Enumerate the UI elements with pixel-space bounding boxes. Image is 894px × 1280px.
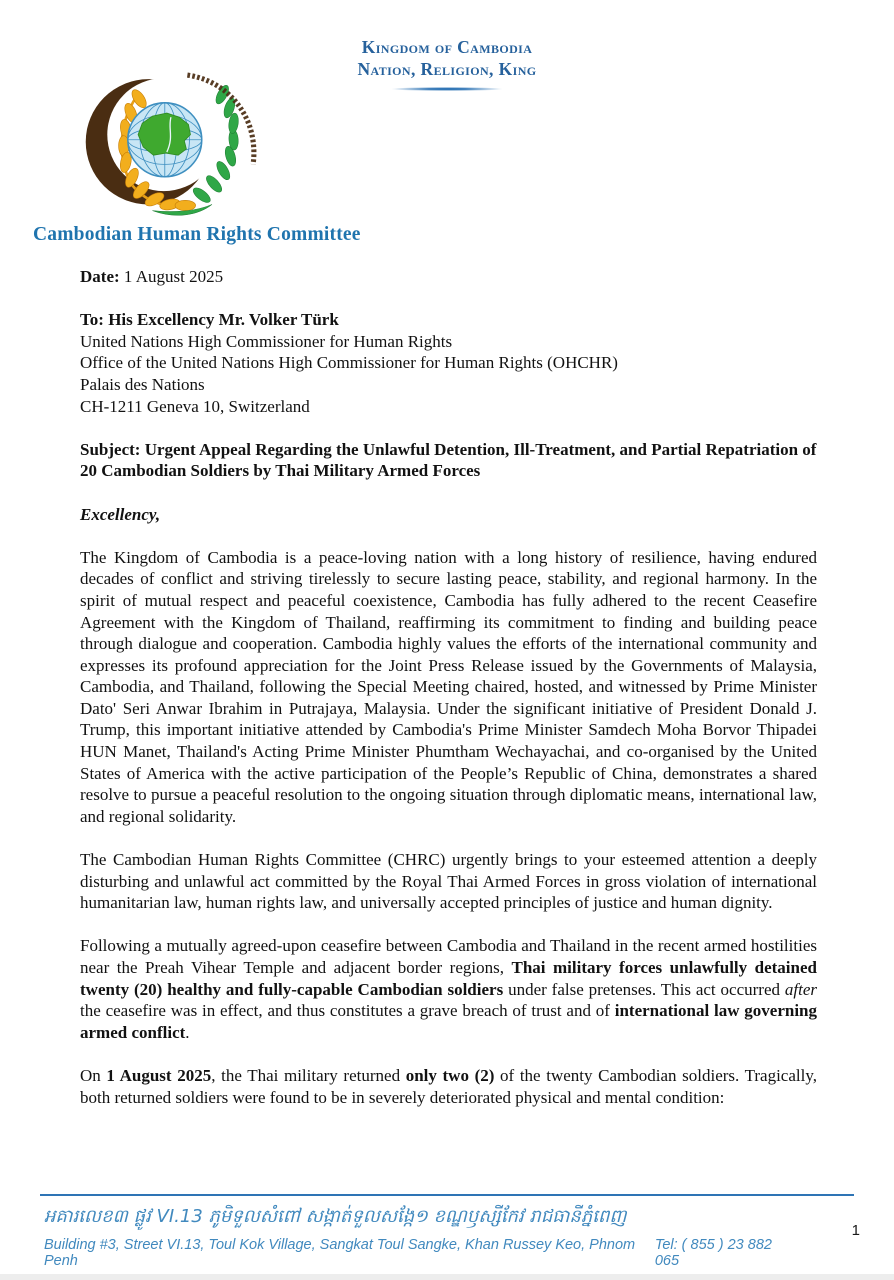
footer-tel: Tel: ( 855 ) 23 882 065 <box>654 1237 772 1269</box>
paragraph-1: The Kingdom of Cambodia is a peace-loving nation with a long history of resilience, having endured decades of conflict and striving tirelessly to secure lasting peace, stability, and regional harmony. In the spirit of mutual respect and peaceful coexistence, Cambodia has fully adhered to the recent Ceasefire Agreement with the Kingdom of Thailand, reaffirming its commitment to finding and building peace through dialogue and cooperation. Cambodia highly values the efforts of the international community and expresses its profound appreciation for the Joint Press Release issued by the Governments of Malaysia, Cambodia, and Thailand, following the Special Meeting chaired, hosted, and witnessed by Prime Minister Dato' Seri Anwar Ibrahim in Putrajaya, Malaysia. Under the significant initiative of President Donald J. Trump, this important initiative attended by Cambodia's Prime Minister Samdech Moha Borvor Thipadei HUN Manet, Thailand's Acting Prime Minister Phumtham Wechayachai, and co-organised by the United States of America with the active participation of the People’s Republic of China, demonstrates a shared resolve to pursue a peaceful resolution to the ongoing situation through diplomatic means, international law, and regional solidarity. <box>80 547 817 826</box>
letter-footer <box>40 1194 854 1269</box>
page-number: 1 <box>851 1222 860 1239</box>
recipient-line: United Nations High Commissioner for Human Rights <box>80 331 453 351</box>
footer-english-address: Building #3, Street VI.13, Toul Kok Village, Sangkat Toul Sangke, Khan Russey Keo, Phnom Penh <box>44 1237 636 1269</box>
header-divider <box>392 87 502 91</box>
footer-khmer-address: អគារលេខ៣ ផ្លូវ VI.13 ភូមិទួលសំពៅ សង្កាត់ទួលសង្កែ១ ខណ្ឌឫស្សីកែវ រាជធានីភ្នំពេញ <box>44 1206 627 1227</box>
page-bottom-edge <box>0 1274 894 1280</box>
recipient-line: Palais des Nations <box>80 374 205 394</box>
paragraph-3: Following a mutually agreed-upon ceasefire between Cambodia and Thailand in the recent armed hostilities near the Preah Vihear Temple and adjacent border regions, Thai military forces unlawfully detained twenty (20) healthy and fully-capable Cambodian soldiers under false pretenses. This act occurred after the ceasefire was in effect, and thus constitutes a grave breach of trust and of international law governing armed conflict. <box>80 936 818 1042</box>
recipient-block <box>80 309 817 417</box>
recipient-to-line: To: His Excellency Mr. Volker Türk <box>80 310 339 330</box>
committee-name: Cambodian Human Rights Committee <box>33 224 361 245</box>
footer-rule <box>40 1194 854 1196</box>
chrc-emblem-logo <box>80 72 266 226</box>
paragraph-4: On 1 August 2025, the Thai military returned only two (2) of the twenty Cambodian soldiers. Tragically, both returned soldiers were found to be in severely deteriorated physical and mental condition: <box>80 1065 817 1107</box>
footer-address-row <box>44 1237 854 1269</box>
chrc-emblem-icon <box>80 72 266 226</box>
subject-line: Subject: Urgent Appeal Regarding the Unlawful Detention, Ill-Treatment, and Partial Repatriation of 20 Cambodian Soldiers by Thai Military Armed Forces <box>80 439 817 481</box>
paragraph-2: The Cambodian Human Rights Committee (CHRC) urgently brings to your esteemed attention a deeply disturbing and unlawful act committed by the Royal Thai Armed Forces in gross violation of international humanitarian law, human rights law, and universally accepted principles of justice and human dignity. <box>80 850 817 913</box>
kingdom-line1: Kingdom of Cambodia <box>361 37 533 57</box>
recipient-line: Office of the United Nations High Commissioner for Human Rights (OHCHR) <box>80 353 618 373</box>
globe-icon <box>128 103 202 177</box>
letter-body <box>80 266 817 1130</box>
date-line: Date: 1 August 2025 <box>80 267 224 286</box>
salutation: Excellency, <box>80 504 161 524</box>
recipient-line: CH-1211 Geneva 10, Switzerland <box>80 396 310 416</box>
kingdom-line2: Nation, Religion, King <box>357 59 537 79</box>
